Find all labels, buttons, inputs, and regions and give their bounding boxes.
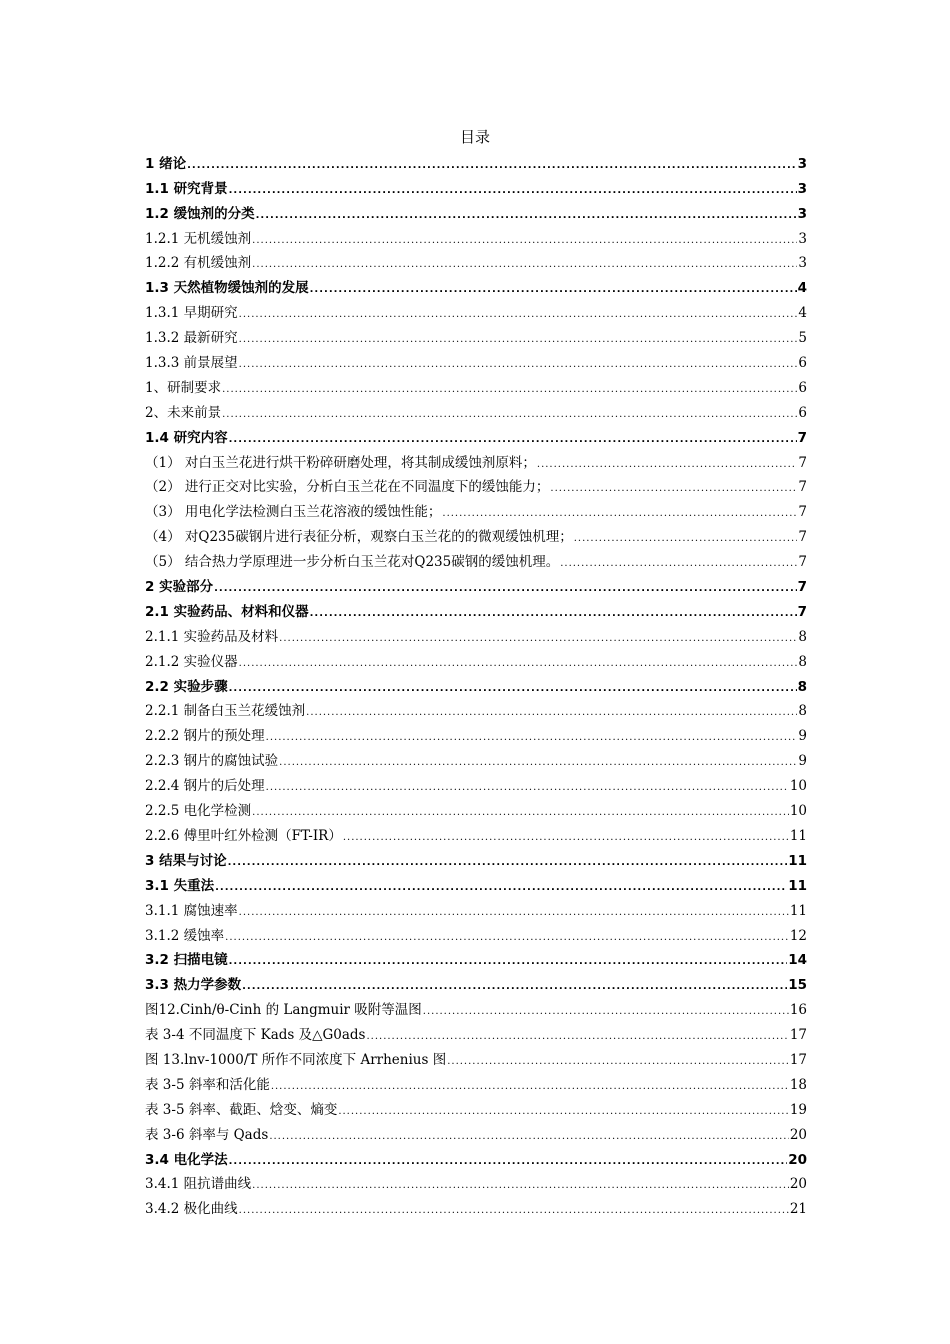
toc-entry[interactable] <box>145 498 807 523</box>
toc-entry-page-number: 18 <box>789 1076 807 1093</box>
toc-entry[interactable] <box>145 648 807 673</box>
toc-dot-leader <box>229 186 797 197</box>
toc-entry-label: 2、未来前景 <box>145 404 222 421</box>
toc-dot-leader <box>239 335 798 346</box>
toc-entry-label: 2.2.6 傅里叶红外检测（FT-IR） <box>145 827 342 844</box>
toc-entry-label: 表 3-6 斜率与 Qads <box>145 1126 269 1143</box>
toc-dot-leader <box>214 584 797 595</box>
toc-entry[interactable] <box>145 449 807 474</box>
toc-entry-label: 1.2 缓蚀剂的分类 <box>145 205 255 222</box>
toc-entry[interactable] <box>145 872 807 897</box>
toc-entry-page-number: 3 <box>797 180 807 197</box>
toc-entry[interactable] <box>145 1121 807 1146</box>
toc-entry-page-number: 4 <box>797 280 807 297</box>
toc-dot-leader <box>239 659 798 670</box>
toc-entry-label: 3.1 失重法 <box>145 877 215 894</box>
toc-dot-leader <box>550 484 797 495</box>
toc-entry-label: 3 结果与讨论 <box>145 852 227 869</box>
toc-entry-page-number: 8 <box>798 653 807 670</box>
toc-dot-leader <box>560 559 797 570</box>
toc-entry-page-number: 16 <box>789 1002 807 1019</box>
toc-entry-page-number: 6 <box>798 404 807 421</box>
toc-dot-leader <box>266 733 798 744</box>
toc-entry-label: 3.2 扫描电镜 <box>145 952 228 969</box>
toc-dot-leader <box>252 808 789 819</box>
toc-entry-page-number: 6 <box>798 379 807 396</box>
toc-entry[interactable] <box>145 175 807 200</box>
toc-list <box>145 150 807 1220</box>
toc-dot-leader <box>366 1032 788 1043</box>
toc-entry-page-number: 7 <box>798 554 807 571</box>
toc-entry-label: 3.4.2 极化曲线 <box>145 1201 238 1218</box>
toc-entry[interactable] <box>145 996 807 1021</box>
toc-entry-label: 3.4 电化学法 <box>145 1151 228 1168</box>
toc-entry[interactable] <box>145 922 807 947</box>
toc-entry-label: 2.1.1 实验药品及材料 <box>145 628 279 645</box>
toc-entry-page-number: 8 <box>798 703 807 720</box>
toc-entry-label: （3） 用电化学法检测白玉兰花溶液的缓蚀性能； <box>145 504 442 521</box>
toc-dot-leader <box>442 509 797 520</box>
toc-entry[interactable] <box>145 598 807 623</box>
toc-entry[interactable] <box>145 474 807 499</box>
toc-dot-leader <box>187 161 797 172</box>
toc-dot-leader <box>229 957 788 968</box>
toc-entry-page-number: 7 <box>798 454 807 471</box>
toc-entry-label: 1.3 天然植物缓蚀剂的发展 <box>145 280 309 297</box>
toc-entry-label: 3.1.1 腐蚀速率 <box>145 902 238 919</box>
toc-entry[interactable] <box>145 797 807 822</box>
toc-entry[interactable] <box>145 250 807 275</box>
toc-entry[interactable] <box>145 548 807 573</box>
toc-entry[interactable] <box>145 324 807 349</box>
toc-dot-leader <box>338 1107 788 1118</box>
toc-dot-leader <box>225 933 789 944</box>
toc-entry-page-number: 7 <box>797 603 807 620</box>
toc-entry-label: 2.1 实验药品、材料和仪器 <box>145 603 309 620</box>
toc-dot-leader <box>229 435 797 446</box>
toc-entry-page-number: 8 <box>797 678 807 695</box>
toc-entry[interactable] <box>145 673 807 698</box>
toc-entry[interactable] <box>145 897 807 922</box>
toc-dot-leader <box>271 1082 789 1093</box>
toc-entry[interactable] <box>145 1171 807 1196</box>
toc-entry-page-number: 10 <box>789 778 807 795</box>
toc-entry-label: （1） 对白玉兰花进行烘干粉碎研磨处理，将其制成缓蚀剂原料； <box>145 454 536 471</box>
toc-dot-leader <box>229 1157 788 1168</box>
toc-entry-page-number: 9 <box>798 753 807 770</box>
toc-entry[interactable] <box>145 623 807 648</box>
toc-entry-label: 2.2.1 制备白玉兰花缓蚀剂 <box>145 703 306 720</box>
toc-entry[interactable] <box>145 424 807 449</box>
toc-dot-leader <box>239 1206 789 1217</box>
toc-entry[interactable] <box>145 1096 807 1121</box>
toc-entry-page-number: 21 <box>789 1201 807 1218</box>
toc-entry-page-number: 14 <box>788 952 807 969</box>
toc-entry-page-number: 9 <box>798 728 807 745</box>
toc-entry-label: （2） 进行正交对比实验，分析白玉兰花在不同温度下的缓蚀能力； <box>145 479 550 496</box>
toc-entry-label: （4） 对Q235碳钢片进行表征分析，观察白玉兰花的的微观缓蚀机理； <box>145 529 573 546</box>
toc-entry-page-number: 7 <box>797 429 807 446</box>
toc-entry[interactable] <box>145 374 807 399</box>
toc-entry[interactable] <box>145 1195 807 1220</box>
toc-dot-leader <box>229 684 797 695</box>
toc-dot-leader <box>239 360 798 371</box>
toc-entry-page-number: 11 <box>789 827 807 844</box>
toc-dot-leader <box>574 534 798 545</box>
toc-dot-leader <box>222 410 797 421</box>
toc-entry[interactable] <box>145 299 807 324</box>
toc-entry-label: 2.2.3 钢片的腐蚀试验 <box>145 753 279 770</box>
toc-dot-leader <box>256 211 797 222</box>
toc-entry-page-number: 17 <box>789 1027 807 1044</box>
toc-entry-page-number: 11 <box>788 852 807 869</box>
toc-entry-page-number: 20 <box>788 1151 807 1168</box>
toc-dot-leader <box>252 236 797 247</box>
toc-dot-leader <box>343 833 789 844</box>
toc-entry-page-number: 7 <box>798 479 807 496</box>
toc-entry-page-number: 7 <box>798 504 807 521</box>
toc-entry-label: 表 3-5 斜率和活化能 <box>145 1076 270 1093</box>
toc-entry[interactable] <box>145 822 807 847</box>
toc-entry-page-number: 20 <box>789 1126 807 1143</box>
toc-dot-leader <box>242 982 787 993</box>
toc-entry[interactable] <box>145 1146 807 1171</box>
toc-entry-label: 1.4 研究内容 <box>145 429 228 446</box>
toc-entry-label: 图 13.lnv-1000/T 所作不同浓度下 Arrhenius 图 <box>145 1051 447 1068</box>
toc-entry-page-number: 12 <box>789 927 807 944</box>
toc-entry-page-number: 8 <box>798 628 807 645</box>
toc-entry[interactable] <box>145 1021 807 1046</box>
toc-dot-leader <box>252 260 797 271</box>
toc-entry-page-number: 5 <box>798 330 807 347</box>
toc-entry-page-number: 3 <box>797 205 807 222</box>
toc-entry-label: 1 绪论 <box>145 155 187 172</box>
toc-dot-leader <box>269 1132 789 1143</box>
toc-dot-leader <box>228 858 788 869</box>
toc-entry-label: 2.2.4 钢片的后处理 <box>145 778 265 795</box>
toc-dot-leader <box>279 758 797 769</box>
toc-entry-page-number: 6 <box>798 355 807 372</box>
toc-entry-page-number: 3 <box>797 155 807 172</box>
toc-entry-label: 3.3 热力学参数 <box>145 977 242 994</box>
toc-entry-page-number: 7 <box>798 529 807 546</box>
toc-entry-page-number: 17 <box>789 1051 807 1068</box>
toc-entry[interactable] <box>145 274 807 299</box>
toc-entry-page-number: 10 <box>789 803 807 820</box>
toc-entry-label: 2.2 实验步骤 <box>145 678 228 695</box>
toc-entry[interactable] <box>145 200 807 225</box>
toc-entry-label: 表 3-5 斜率、截距、焓变、熵变 <box>145 1101 338 1118</box>
toc-entry-label: 表 3-4 不同温度下 Kads 及△G0ads <box>145 1027 366 1044</box>
toc-entry-label: 3.1.2 缓蚀率 <box>145 927 225 944</box>
toc-entry-label: （5） 结合热力学原理进一步分析白玉兰花对Q235碳钢的缓蚀机理。 <box>145 554 560 571</box>
toc-entry-page-number: 4 <box>798 305 807 322</box>
toc-dot-leader <box>239 310 798 321</box>
toc-dot-leader <box>215 883 787 894</box>
toc-dot-leader <box>310 609 797 620</box>
toc-entry[interactable] <box>145 747 807 772</box>
toc-entry-label: 3.4.1 阻抗谱曲线 <box>145 1176 252 1193</box>
toc-entry[interactable] <box>145 225 807 250</box>
toc-entry-label: 2.2.2 钢片的预处理 <box>145 728 265 745</box>
toc-entry[interactable] <box>145 847 807 872</box>
toc-entry[interactable] <box>145 947 807 972</box>
toc-entry-page-number: 3 <box>798 230 807 247</box>
toc-entry-label: 图12.Cinh/θ-Cinh 的 Langmuir 吸附等温图 <box>145 1002 422 1019</box>
toc-entry-label: 1.2.1 无机缓蚀剂 <box>145 230 252 247</box>
toc-dot-leader <box>222 385 797 396</box>
toc-dot-leader <box>266 783 789 794</box>
toc-entry[interactable] <box>145 698 807 723</box>
toc-title: 目录 <box>459 128 490 146</box>
toc-entry-page-number: 3 <box>798 255 807 272</box>
toc-entry-page-number: 20 <box>789 1176 807 1193</box>
toc-entry[interactable] <box>145 349 807 374</box>
toc-dot-leader <box>310 285 797 296</box>
toc-dot-leader <box>306 708 797 719</box>
toc-entry-page-number: 7 <box>797 579 807 596</box>
toc-entry-label: 1.1 研究背景 <box>145 180 228 197</box>
toc-dot-leader <box>447 1057 789 1068</box>
toc-entry-page-number: 11 <box>788 877 807 894</box>
toc-entry[interactable] <box>145 523 807 548</box>
toc-entry-label: 1.3.3 前景展望 <box>145 355 238 372</box>
toc-entry-page-number: 19 <box>789 1101 807 1118</box>
toc-entry[interactable] <box>145 971 807 996</box>
toc-entry[interactable] <box>145 150 807 175</box>
toc-dot-leader <box>279 634 797 645</box>
toc-dot-leader <box>423 1007 789 1018</box>
toc-entry-label: 2 实验部分 <box>145 579 214 596</box>
toc-entry-page-number: 11 <box>789 902 807 919</box>
toc-entry-label: 2.2.5 电化学检测 <box>145 803 252 820</box>
toc-entry-label: 1.3.1 早期研究 <box>145 305 238 322</box>
toc-dot-leader <box>252 1181 789 1192</box>
toc-entry-page-number: 15 <box>788 977 807 994</box>
toc-entry[interactable] <box>145 772 807 797</box>
toc-entry-label: 2.1.2 实验仪器 <box>145 653 238 670</box>
toc-dot-leader <box>537 460 798 471</box>
toc-entry[interactable] <box>145 573 807 598</box>
toc-entry-label: 1.3.2 最新研究 <box>145 330 238 347</box>
toc-entry[interactable] <box>145 1071 807 1096</box>
toc-dot-leader <box>239 908 789 919</box>
toc-entry-label: 1.2.2 有机缓蚀剂 <box>145 255 252 272</box>
toc-entry-label: 1、研制要求 <box>145 379 222 396</box>
toc-entry[interactable] <box>145 1046 807 1071</box>
toc-entry[interactable] <box>145 722 807 747</box>
toc-entry[interactable] <box>145 399 807 424</box>
